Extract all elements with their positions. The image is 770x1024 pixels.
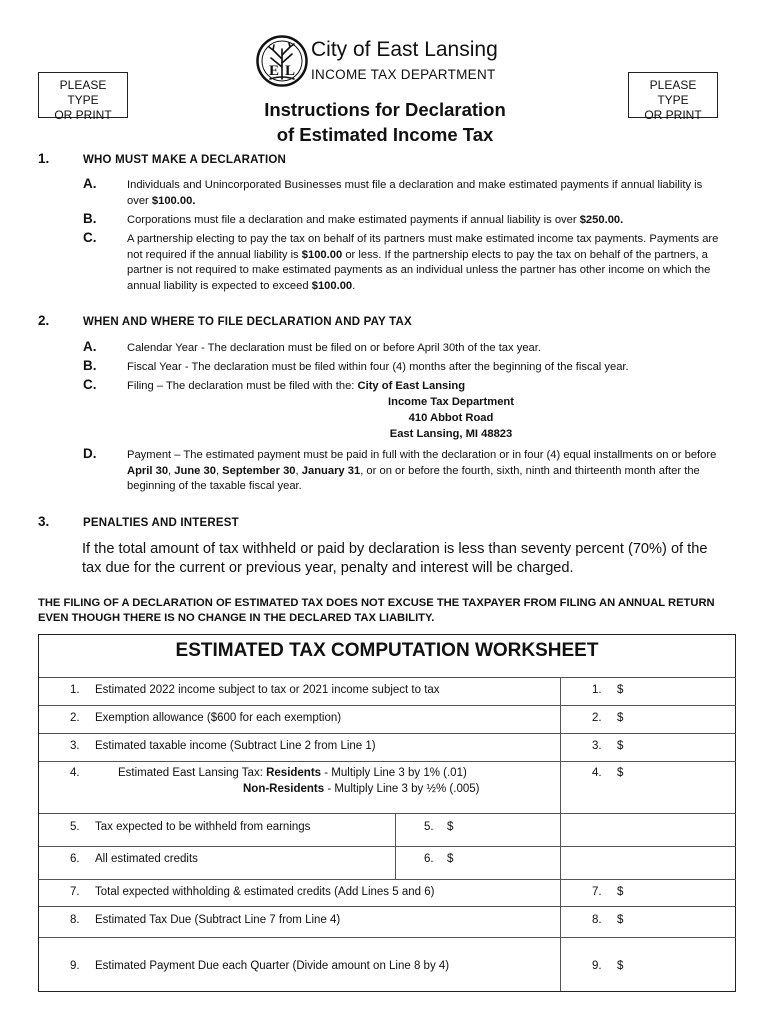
- worksheet-rule: [39, 937, 736, 938]
- due-date: April 30: [127, 464, 169, 477]
- item-text: Individuals and Unincorporated Businesses must file a declaration and make estimated payments if annual liability is over: [127, 179, 703, 207]
- line-7-dollar: $: [617, 886, 624, 898]
- line-4-dollar: $: [617, 767, 624, 779]
- line-4-label-nonresidents: [243, 783, 479, 795]
- line-4-text: - Multiply Line 3 by 1% (.01): [321, 767, 467, 779]
- worksheet-rule: [39, 846, 736, 847]
- city-name: City of East Lansing: [311, 38, 498, 61]
- line-7-label: Total expected withholding & estimated credits (Add Lines 5 and 6): [95, 886, 435, 898]
- filing-notice: THE FILING OF A DECLARATION OF ESTIMATED TAX DOES NOT EXCUSE THE TAXPAYER FROM FILING AN ANNUAL RETURN EVEN THOUGH THERE IS NO CHANGE IN THE DECLARED TAX LIABILITY.: [38, 597, 715, 624]
- item-text: Corporations must file a declaration and make estimated payments if annual liability is over: [127, 214, 580, 226]
- svg-text:E: E: [269, 63, 280, 79]
- line-3-ref: 3.: [592, 740, 602, 752]
- title-line-1: Instructions for Declaration: [264, 99, 506, 120]
- item-1b-letter: B.: [83, 211, 97, 226]
- due-date: September 30: [222, 464, 296, 477]
- item-text: , or on or before the fourth, sixth, ninth and thirteenth month after the beginning of the taxable fiscal year.: [127, 464, 700, 492]
- worksheet-rule: [39, 813, 736, 814]
- line-3-dollar: $: [617, 740, 624, 752]
- worksheet-column-rule: [560, 879, 561, 991]
- address-line-3: 410 Abbot Road: [408, 412, 494, 424]
- amount: $100.00: [311, 279, 353, 292]
- section-1-heading: WHO MUST MAKE A DECLARATION: [83, 154, 287, 166]
- section-3-heading: PENALTIES AND INTEREST: [83, 517, 239, 529]
- worksheet-column-rule: [560, 813, 561, 879]
- line-8-number: 8.: [70, 914, 80, 926]
- line-5-number: 5.: [70, 821, 80, 833]
- please-type-box-left: [38, 72, 128, 122]
- item-text: Filing – The declaration must be filed with the:: [127, 380, 358, 392]
- worksheet-title: ESTIMATED TAX COMPUTATION WORKSHEET: [175, 640, 599, 661]
- item-2a-letter: A.: [83, 339, 97, 354]
- item-2a-text: Calendar Year - The declaration must be filed on or before April 30th of the tax year.: [127, 342, 541, 354]
- line-5-label: Tax expected to be withheld from earnings: [95, 821, 311, 833]
- address-line-1: City of East Lansing: [357, 380, 466, 392]
- line-7-ref: 7.: [592, 886, 602, 898]
- line-1-number: 1.: [70, 684, 80, 696]
- line-4-number: 4.: [70, 767, 80, 779]
- item-1a-letter: A.: [83, 176, 97, 191]
- line-9-label: Estimated Payment Due each Quarter (Divide amount on Line 8 by 4): [95, 960, 450, 972]
- worksheet-rule: [39, 906, 736, 907]
- document-title: [200, 97, 570, 147]
- line-2-dollar: $: [617, 712, 624, 724]
- separator: ,: [215, 464, 223, 477]
- item-text: .: [352, 279, 356, 292]
- line-2-number: 2.: [70, 712, 80, 724]
- type-box-line2: OR PRINT: [54, 108, 112, 122]
- worksheet-column-rule: [560, 677, 561, 813]
- address-line-4: East Lansing, MI 48823: [389, 428, 513, 440]
- item-text: A partnership electing to pay the tax on behalf of its partners must make estimated income tax payments. Payments are not required if the annual liability is: [127, 233, 719, 261]
- worksheet-rule: [39, 761, 736, 762]
- line-7-number: 7.: [70, 886, 80, 898]
- line-2-label: Exemption allowance ($600 for each exemption): [95, 712, 342, 724]
- svg-text:L: L: [285, 63, 296, 79]
- worksheet-rule: [39, 733, 736, 734]
- please-type-box-right: [628, 72, 718, 122]
- line-8-label: Estimated Tax Due (Subtract Line 7 from Line 4): [95, 914, 341, 926]
- penalty-text: If the total amount of tax withheld or paid by declaration is less than seventy percent (70%) of the tax due for the current or previous year, penalty and interest will be charged.: [82, 541, 708, 576]
- separator: ,: [295, 464, 302, 477]
- separator: ,: [168, 464, 175, 477]
- section-2-heading: WHEN AND WHERE TO FILE DECLARATION AND PAY TAX: [83, 316, 412, 328]
- line-8-dollar: $: [617, 914, 624, 926]
- item-2d-text: [127, 448, 719, 495]
- line-4-ref: 4.: [592, 767, 602, 779]
- amount: $100.00: [301, 248, 343, 261]
- line-3-label: Estimated taxable income (Subtract Line 2 from Line 1): [95, 740, 376, 752]
- item-1c-letter: C.: [83, 230, 97, 245]
- nonresidents-label: Non-Residents: [243, 783, 325, 795]
- item-2b-letter: B.: [83, 358, 97, 373]
- line-1-label: Estimated 2022 income subject to tax or 2021 income subject to tax: [95, 684, 440, 696]
- address-line-2: Income Tax Department: [388, 396, 514, 408]
- worksheet-rule: [39, 677, 736, 678]
- line-6-number: 6.: [70, 853, 80, 865]
- section-3-number: 3.: [38, 514, 50, 529]
- line-3-number: 3.: [70, 740, 80, 752]
- worksheet-rule: [39, 879, 736, 880]
- title-line-2: of Estimated Income Tax: [276, 124, 494, 145]
- type-box-line1: PLEASE TYPE: [59, 78, 107, 107]
- type-box-line1: PLEASE TYPE: [649, 78, 697, 107]
- section-2-number: 2.: [38, 313, 50, 328]
- item-2c-text: [127, 379, 719, 395]
- item-1b-text: [127, 213, 719, 229]
- line-6-dollar: $: [447, 853, 454, 865]
- line-9-dollar: $: [617, 960, 624, 972]
- line-2-ref: 2.: [592, 712, 602, 724]
- item-text: Payment – The estimated payment must be paid in full with the declaration or in four (4) equal installments on or before: [127, 449, 717, 461]
- due-date: January 31: [301, 464, 361, 477]
- item-2d-letter: D.: [83, 446, 97, 461]
- worksheet-rule: [39, 705, 736, 706]
- item-1a-text: [127, 178, 719, 209]
- line-4-text: Estimated East Lansing Tax:: [118, 767, 267, 779]
- department-name: INCOME TAX DEPARTMENT: [311, 67, 496, 82]
- worksheet-column-rule: [395, 813, 396, 879]
- line-1-dollar: $: [617, 684, 624, 696]
- line-6-ref: 6.: [424, 853, 434, 865]
- item-2c-letter: C.: [83, 377, 97, 392]
- section-1-number: 1.: [38, 151, 50, 166]
- line-9-ref: 9.: [592, 960, 602, 972]
- line-6-label: All estimated credits: [95, 853, 198, 865]
- amount: $100.00.: [151, 194, 196, 207]
- line-8-ref: 8.: [592, 914, 602, 926]
- line-4-text: - Multiply Line 3 by ½% (.005): [324, 783, 480, 795]
- line-1-ref: 1.: [592, 684, 602, 696]
- type-box-line2: OR PRINT: [644, 108, 702, 122]
- amount: $250.00.: [579, 214, 624, 226]
- item-1c-text: [127, 232, 719, 294]
- line-5-dollar: $: [447, 821, 454, 833]
- line-4-label-residents: [118, 767, 467, 779]
- due-date: June 30: [174, 464, 216, 477]
- item-2b-text: Fiscal Year - The declaration must be filed within four (4) months after the beginning of the fiscal year.: [127, 361, 629, 373]
- line-9-number: 9.: [70, 960, 80, 972]
- item-text: or less. If the partnership elects to pay the tax on behalf of the partners, a partner is not required to make estimated payments as an individual unless the partner has other income on which the annual liability is expected to exceed: [127, 248, 711, 292]
- city-seal-logo: [256, 35, 308, 87]
- line-5-ref: 5.: [424, 821, 434, 833]
- residents-label: Residents: [266, 767, 322, 779]
